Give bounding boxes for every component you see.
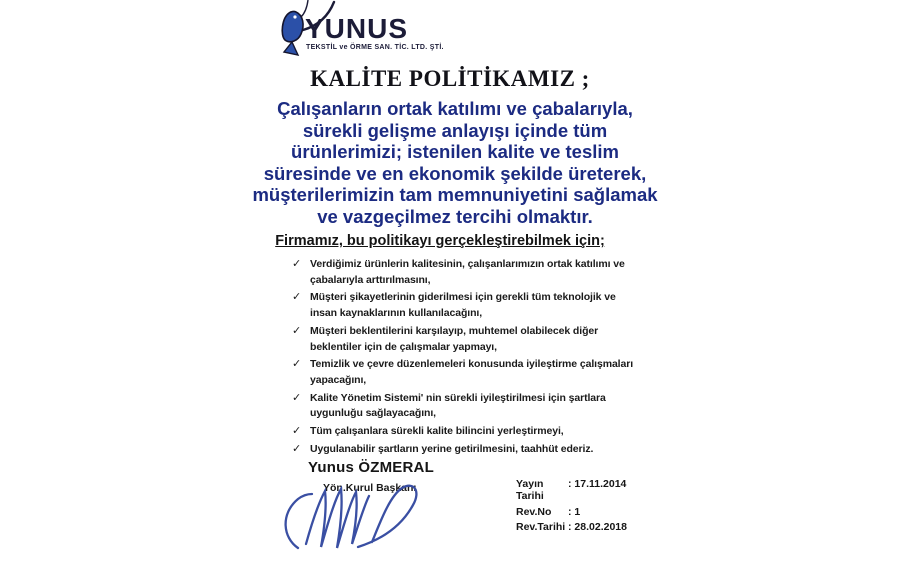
meta-label: Yayın Tarihi (516, 478, 544, 502)
meta-row (516, 506, 627, 518)
revision-info (516, 478, 627, 537)
policy-line: Çalışanların ortak katılımı ve çabalarıyla, (277, 98, 633, 119)
brand-wordmark: YUNUS (305, 13, 409, 44)
list-item-text: Tüm çalışanlara sürekli kalite bilincini yerleştirmeyi, (310, 425, 564, 438)
page-title: KALİTE POLİTİKAMIZ ; (310, 66, 590, 91)
meta-row (516, 478, 627, 502)
list-item (292, 357, 637, 388)
meta-row (516, 521, 627, 533)
checkmark-icon: ✓ (292, 391, 302, 404)
checkmark-icon: ✓ (292, 291, 302, 304)
policy-line: müşterilerimizin tam memnuniyetini sağlamak (252, 184, 658, 206)
meta-value: : 17.11.2014 (568, 478, 627, 490)
checkmark-icon: ✓ (292, 324, 302, 337)
checkmark-icon: ✓ (292, 258, 302, 270)
meta-label: Rev.Tarihi (516, 521, 566, 533)
list-item-text: Kalite Yönetim Sistemi' nin sürekli iyileştirilmesi için şartlara uygunluğu sağlayacağını, (310, 391, 606, 420)
list-item (292, 324, 637, 355)
list-item-text: Temizlik ve çevre düzenlemeleri konusunda iyileştirme çalışmaları yapacağını, (310, 358, 634, 386)
signatory-name: Yunus ÖZMERAL (308, 459, 434, 476)
checkmark-icon: ✓ (292, 425, 302, 438)
meta-label: Rev.No (516, 505, 552, 518)
policy-line: süresinde ve en ekonomik şekilde üreterek, (263, 162, 647, 184)
meta-value: : 1 (568, 505, 581, 518)
handwritten-signature (274, 484, 449, 559)
list-item-text: Uygulanabilir şartların yerine getirilmesini, taahhüt ederiz. (310, 442, 594, 455)
list-item (292, 424, 637, 440)
list-item (292, 257, 637, 288)
policy-line: ve vazgeçilmez tercihi olmaktır. (317, 205, 593, 227)
list-item-text: Müşteri beklentilerini karşılayıp, muhtemel olabilecek diğer beklentiler için de çalışmalar yapmayı, (310, 324, 599, 353)
brand-tagline: TEKSTİL ve ÖRME SAN. TİC. LTD. ŞTİ. (306, 44, 444, 51)
list-item-text: Verdiğimiz ürünlerin kalitesinin, çalışanlarımızın ortak katılımı ve çabalarıyla arttırılmasını, (310, 258, 625, 286)
list-item (292, 290, 637, 321)
commitments-list (292, 257, 637, 459)
policy-paragraph (240, 98, 670, 228)
checkmark-icon: ✓ (292, 442, 302, 455)
list-item (292, 391, 637, 422)
list-item (292, 442, 637, 458)
list-item-text: Müşteri şikayetlerinin giderilmesi için gerekli tüm teknolojik ve insan kaynaklarının kullanılacağını, (310, 291, 616, 320)
commitments-subheading: Firmamız, bu politikayı gerçekleştirebilmek için; (275, 233, 605, 249)
meta-value: : 28.02.2018 (568, 521, 627, 533)
policy-line: ürünlerimizi; istenilen kalite ve teslim (291, 141, 619, 163)
policy-line: sürekli gelişme anlayışı içinde tüm (302, 119, 608, 141)
signatory-role: Yön.Kurul Başkanı (323, 482, 417, 494)
checkmark-icon: ✓ (292, 358, 302, 371)
